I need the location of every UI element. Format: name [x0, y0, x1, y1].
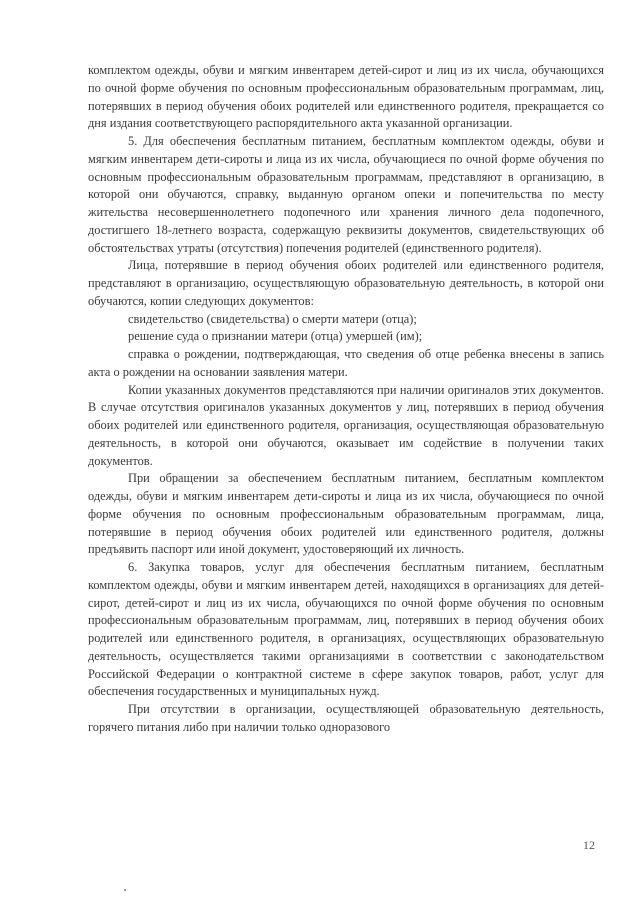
paragraph-4: свидетельство (свидетельства) о смерти матери (отца);	[128, 311, 417, 326]
document-body	[88, 62, 604, 737]
scan-speck	[124, 889, 126, 891]
paragraph-3: Лица, потерявшие в период обучения обоих родителей или единственного родителя, представляют в организацию, осуществляющую образовательную деятельность, в которой они обучаются, копии следующих документов:	[88, 258, 604, 308]
paragraph-7: Копии указанных документов представляются при наличии оригиналов этих документов. В случае отсутствия оригиналов указанных документов у лиц, потерявших в период обучения обоих родителей или единственного родителя, организация, осуществляющая образовательную деятельность, в которой они обучаются, оказывает им содействие в получении таких документов.	[88, 382, 604, 468]
paragraph-9: 6. Закупка товаров, услуг для обеспечения бесплатным питанием, бесплатным комплектом одежды, обуви и мягким инвентарем детей, находящихся в организациях для детей-сирот, детей-сирот и лиц из их числа, обучающихся по очной форме обучения по основным профессиональным образовательным программам, лиц, потерявших в период обучения обоих родителей или единственного родителя, в организациях, осуществляющих образовательную деятельность, осуществляется такими организациями в соответствии с законодательством Российской Федерации о контрактной системе в сфере закупок товаров, работ, услуг для обеспечения государственных и муниципальных нужд.	[88, 560, 604, 699]
paragraph-2: 5. Для обеспечения бесплатным питанием, бесплатным комплектом одежды, обуви и мягким инвентарем дети-сироты и лица из их числа, обучающиеся по очной форме обучения по основным профессиональным образовательным программам, представляют в организацию, в которой они обучаются, справку, выданную органом опеки и попечительства по месту жительства несовершеннолетнего подопечного или хранения личного дела подопечного, достигшего 18-летнего возраста, содержащую реквизиты документов, свидетельствующих об обстоятельствах утраты (отсутствия) попечения родителей (единственного родителя).	[88, 134, 604, 255]
paragraph-5: решение суда о признании матери (отца) умершей (им);	[128, 329, 423, 344]
paragraph-10: При отсутствии в организации, осуществляющей образовательную деятельность, горячего питания либо при наличии только одноразового	[88, 702, 604, 734]
page-number: 12	[583, 838, 595, 852]
paragraph-6: справка о рождении, подтверждающая, что сведения об отце ребенка внесены в запись акта о рождении на основании заявления матери.	[88, 347, 604, 379]
paragraph-1: комплектом одежды, обуви и мягким инвентарем детей-сирот и лиц из их числа, обучающихся по очной форме обучения по основным профессиональным образовательным программам, лиц, потерявших в период обучения обоих родителей или единственного родителя, прекращается со дня издания соответствующего распорядительного акта указанной организации.	[88, 63, 604, 131]
paragraph-8: При обращении за обеспечением бесплатным питанием, бесплатным комплектом одежды, обуви и мягким инвентарем дети-сироты и лица из их числа, обучающиеся по очной форме обучения по основным профессиональным образовательным программам, лица, потерявшие в период обучения обоих родителей или единственного родителя, должны предъявить паспорт или иной документ, удостоверяющий их личность.	[88, 471, 604, 557]
